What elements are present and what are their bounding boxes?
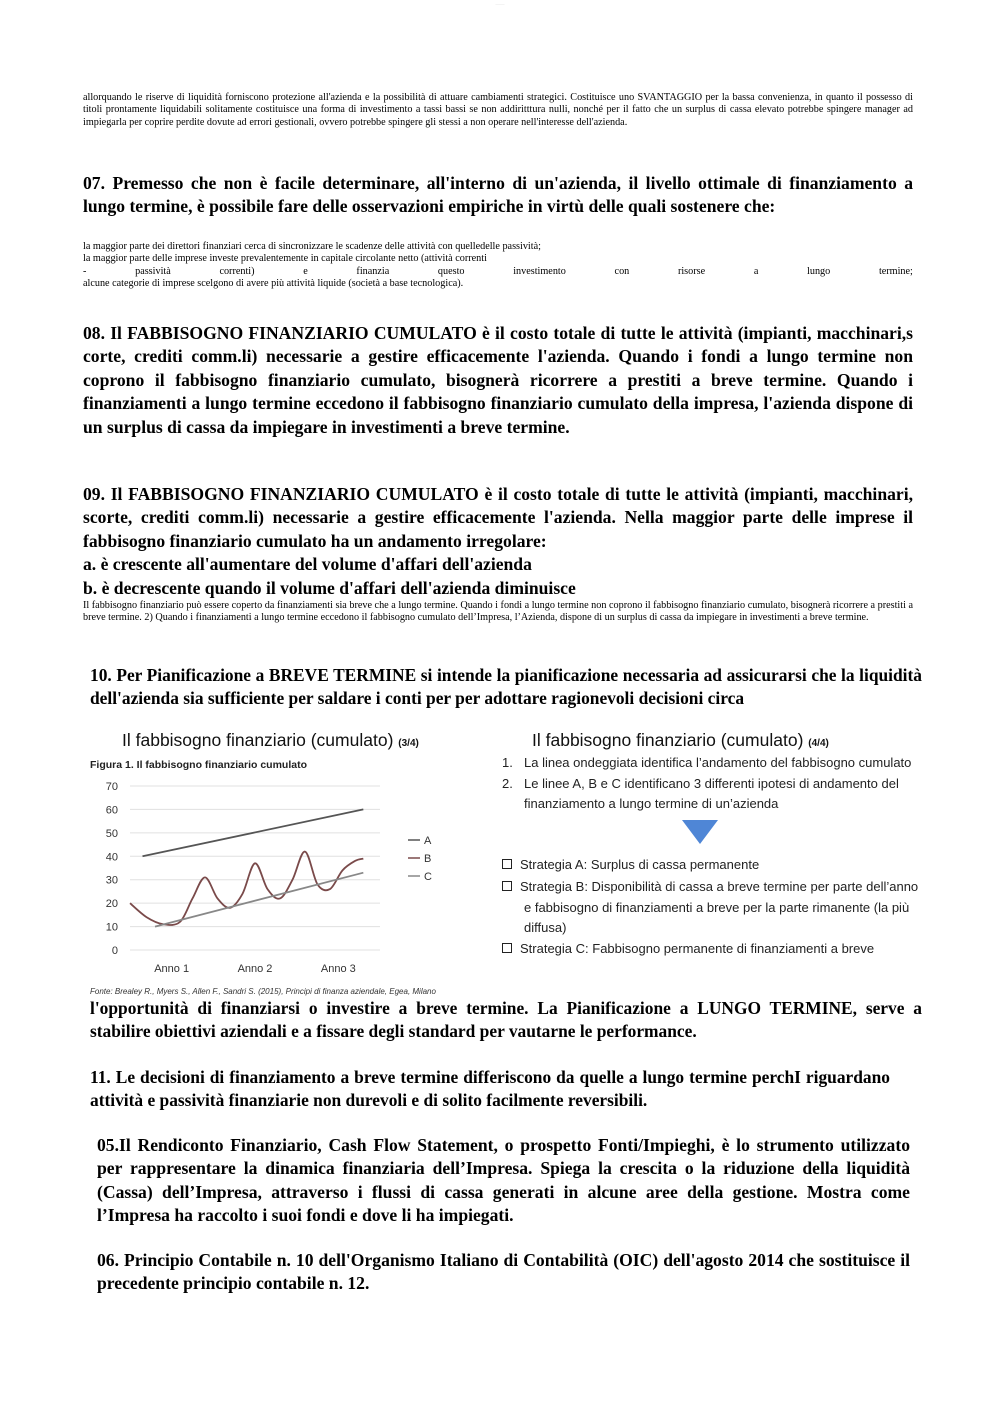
strategy-c xyxy=(502,939,874,959)
x-tick-label: Anno 3 xyxy=(320,963,356,974)
strategy-a-text: Strategia A: Surplus di cassa permanente xyxy=(520,857,760,872)
checkbox-icon xyxy=(502,943,512,953)
right-item-2-text: Le linee A, B e C identificano 3 differenti ipotesi di andamento del xyxy=(524,776,899,791)
y-tick-label: 50 xyxy=(105,827,118,840)
right-item-1 xyxy=(502,753,911,773)
slide-fabbisogno-4-4 xyxy=(494,726,924,988)
intro-text: allorquando le riserve di liquidità forniscono protezione all'azienda e la possibilità di attuare cambiamenti strategici. Costituisce uno SVANTAGGIO per la bassa convenienza, in quanto il possesso di titoli prontamente liquidabili solitamente costituisce una forma di investimento a tassi bassi se non addiritttura nulli, nonché per il fatto che un surplus di cassa elevato potrebbe spingere manager ad impiegarla per coprire perdite dovute ad errori gestionali, ovvero potrebbe spingere gli stessi a non operare nell'interesse dell'azienda. xyxy=(83,92,913,128)
question-09 xyxy=(83,483,913,600)
question-07-heading: 07. Premesso che non è facile determinare, all'interno di un'azienda, il livello ottimale di finanziamento a lungo termine, è possibile fare delle osservazioni empiriche in virtù delle quali sostenere che: xyxy=(83,173,913,217)
strategy-b-cont-1: e fabbisogno di finanziamenti a breve per la parte rimanente (la più xyxy=(524,900,910,915)
q07-line-3-word: risorse xyxy=(677,265,706,277)
cumulative-need-chart xyxy=(90,774,480,974)
strategy-b-text: Strategia B: Disponibilità di cassa a breve termine per parte dell’anno xyxy=(520,879,919,894)
slide-left-title xyxy=(122,730,419,751)
question-08: 08. Il FABBISOGNO FINANZIARIO CUMULATO è il costo totale di tutte le attività (impianti, macchinari,s corte, crediti comm.li) necessarie a gestire efficacemente l'azienda. Quando i fondi a lungo termine non coprono il fabbisogno finanziario cumulato, bisognerà ricorrere a prestiti a breve termine. Quando i finanziamenti a lungo termine eccedono il fabbisogno finanziario cumulato della impresa, l'azienda dispone di un surplus di cassa da impiegare in investimenti a breve termine. xyxy=(83,323,913,437)
strategy-b-cont-2: diffusa) xyxy=(524,920,567,935)
x-tick-label: Anno 2 xyxy=(237,963,273,974)
intro-paragraph xyxy=(83,92,913,129)
q07-line-3-word: - xyxy=(83,265,87,277)
q07-line-3-word: a xyxy=(753,265,759,277)
question-11: 11. Le decisioni di finanziamento a breve termine differiscono da quelle a lungo termine perchI riguardano attività e passività finanziarie non durevoli e di solito facilmente reversibili. xyxy=(90,1067,890,1110)
slide-right-page: (4/4) xyxy=(808,738,829,749)
legend-label: B xyxy=(424,853,432,865)
strategy-a xyxy=(502,855,759,875)
checkbox-icon xyxy=(502,859,512,869)
series-line-c xyxy=(155,873,363,927)
slide-fabbisogno-3-4 xyxy=(90,726,480,988)
right-item-2-num: 2. xyxy=(502,776,513,791)
q09-item-a: a. è crescente all'aumentare del volume d'affari dell'azienda xyxy=(83,554,532,575)
y-tick-label: 0 xyxy=(111,945,118,957)
y-tick-label: 60 xyxy=(105,804,118,817)
strategy-b xyxy=(502,877,918,897)
slide-right-title xyxy=(532,730,829,751)
q07-line-1: la maggior parte dei direttori finanziari cerca di sincronizzare le scadenze delle attività con quelledelle passività; xyxy=(83,241,541,252)
slide-right-title-text: Il fabbisogno finanziario (cumulato) xyxy=(532,730,804,750)
question-10-part-1: 10. Per Pianificazione a BREVE TERMINE si intende la pianificazione necessaria ad assicurarsi che la liquidità dell'azienda sia sufficiente per saldare i conti per per adottare ragionevoli decisioni circa xyxy=(90,665,922,708)
q07-line-3-word: termine; xyxy=(878,265,913,277)
page-header-marker: ——— xyxy=(495,2,505,6)
legend-label: A xyxy=(424,835,432,847)
q07-line-3-word: e xyxy=(303,265,308,277)
y-tick-label: 10 xyxy=(105,921,118,934)
q09-note: Il fabbisogno finanziario può essere coperto da finanziamenti sia breve che a lungo termine. Quando i fondi a lungo termine non coprono il fabbisogno finanziario cumulato, bisognerà ricorrere a prestiti a breve termine. 2) Quando i finanziamenti a lungo termine eccedono il fabbisogno cumulato dell’Impresa, l’Azienda, dispone di un surplus di cassa da impiegare in investimenti a breve termine. xyxy=(83,600,913,624)
q07-line-4: alcune categorie di imprese scelgono di avere più attività liquide (società a base tecnologica). xyxy=(83,278,464,290)
down-arrow-icon xyxy=(682,820,718,844)
y-tick-label: 70 xyxy=(105,781,118,793)
x-tick-label: Anno 1 xyxy=(154,963,190,974)
y-tick-label: 40 xyxy=(105,851,118,864)
right-item-1-num: 1. xyxy=(502,755,513,770)
right-item-2-cont: finanziamento a lungo termine di un’azienda xyxy=(524,796,779,811)
slide-left-title-text: Il fabbisogno finanziario (cumulato) xyxy=(122,730,394,750)
q07-line-3-word: passività xyxy=(135,265,171,277)
q07-line-3-word: investimento xyxy=(513,265,566,277)
q07-line-3-word: con xyxy=(614,265,630,277)
series-line-b xyxy=(130,852,363,925)
question-10-part-2: l'opportunità di finanziarsi o investire a breve termine. La Pianificazione a LUNGO TERMINE, serve a stabilire obiettivi aziendali e a fissare degli standard per vautarne le performance. xyxy=(90,998,922,1041)
y-tick-label: 20 xyxy=(105,898,118,911)
q07-line-2: la maggior parte delle imprese investe prevalentemente in capitale circolante netto (attività correnti xyxy=(83,253,487,265)
question-06: 06. Principio Contabile n. 10 dell'Organismo Italiano di Contabilità (OIC) dell'agosto 2014 che sostituisce il precedente principio contabile n. 12. xyxy=(97,1250,910,1294)
figure-title: Figura 1. Il fabbisogno finanziario cumulato xyxy=(90,759,308,771)
checkbox-icon xyxy=(502,881,512,891)
q09-text: 09. Il FABBISOGNO FINANZIARIO CUMULATO è il costo totale di tutte le attività (impianti, macchinari, scorte, crediti comm.li) necessarie a gestire efficacemente l'azienda. Nella maggior parte delle imprese il fabbisogno finanziario cumulato ha un andamento irregolare: xyxy=(83,484,913,551)
q07-line-3-word: correnti) xyxy=(219,265,255,277)
figure-source: Fonte: Brealey R., Myers S., Allen F., Sandri S. (2015), Principi di finanza aziendale, Egea, Milano xyxy=(90,987,436,996)
slide-left-page: (3/4) xyxy=(398,738,419,749)
legend-label: C xyxy=(424,871,432,883)
q07-line-3-word: lungo xyxy=(807,265,831,277)
q07-line-3-word: questo xyxy=(437,265,465,277)
question-07-answer xyxy=(83,241,913,291)
right-item-1-text: La linea ondeggiata identifica l’andamento del fabbisogno cumulato xyxy=(524,755,912,770)
y-tick-label: 30 xyxy=(105,874,118,887)
strategy-c-text: Strategia C: Fabbisogno permanente di finanziamenti a breve xyxy=(520,941,875,956)
right-item-2 xyxy=(502,774,899,794)
q07-line-3-word: finanzia xyxy=(356,265,390,277)
question-05: 05.Il Rendiconto Finanziario, Cash Flow Statement, o prospetto Fonti/Impieghi, è lo strumento utilizzato per rappresentare la dinamica finanziaria dell’Impresa. Spiega la crescita o la riduzione della liquidità (Cassa) dell’Impresa, attraverso i flussi di cassa generati in alcune aree della gestione. Mostra come l’Impresa ha raccolto i suoi fondi e dove li ha impiegati. xyxy=(97,1135,910,1226)
q09-item-b: b. è decrescente quando il volume d'affari dell'azienda diminuisce xyxy=(83,577,576,598)
q07-line-3 xyxy=(83,266,913,278)
